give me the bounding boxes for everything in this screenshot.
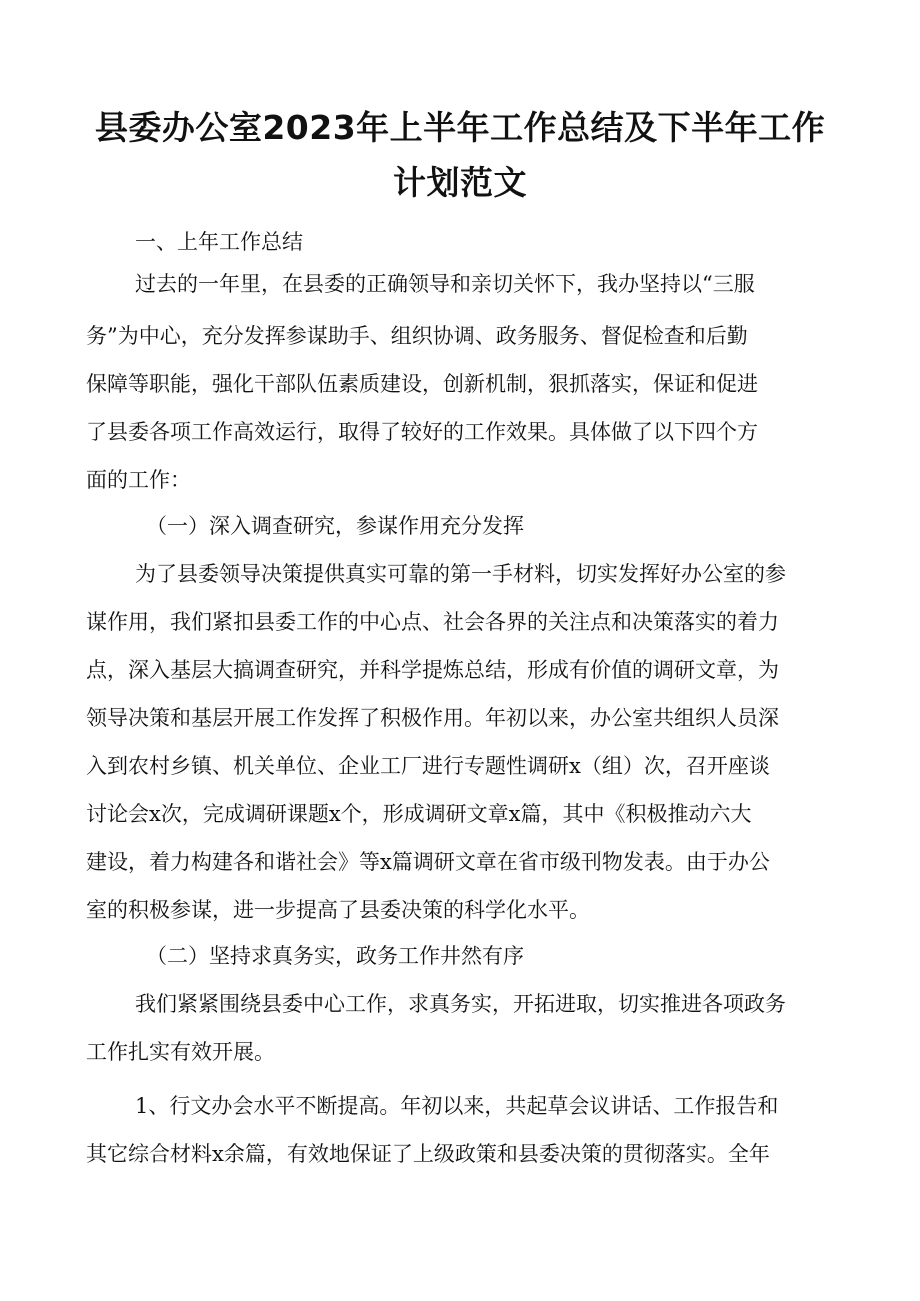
subsection-heading-research: （一）深入调查研究，参谋作用充分发挥 [146,514,524,538]
paragraph-line: 谋作用，我们紧扣县委工作的中心点、社会各界的关注点和决策落实的着力 [86,610,779,634]
paragraph-line: 领导决策和基层开展工作发挥了积极作用。年初以来，办公室共组织人员深 [86,706,779,730]
paragraph-line: 了县委各项工作高效运行，取得了较好的工作效果。具体做了以下四个方 [86,420,758,444]
section-heading-summary: 一、上年工作总结 [135,230,303,254]
paragraph-line: 保障等职能，强化干部队伍素质建设，创新机制，狠抓落实，保证和促进 [86,372,758,396]
paragraph-line: 务”为中心，充分发挥参谋助手、组织协调、政务服务、督促检查和后勤 [86,324,748,348]
document-title: 县委办公室2023年上半年工作总结及下半年工作计划范文 [94,108,826,202]
subsection-heading-government-affairs: （二）坚持求真务实，政务工作井然有序 [146,944,524,968]
paragraph-line: 过去的一年里，在县委的正确领导和亲切关怀下，我办坚持以“三服 [135,272,755,296]
paragraph-line: 1、行文办会水平不断提高。年初以来，共起草会议讲话、工作报告和 [135,1094,779,1118]
paragraph-line: 面的工作： [86,468,191,492]
paragraph-line: 入到农村乡镇、机关单位、企业工厂进行专题性调研x（组）次，召开座谈 [86,754,770,778]
paragraph-line: 其它综合材料x余篇，有效地保证了上级政策和县委决策的贯彻落实。全年 [86,1142,770,1166]
paragraph-line: 讨论会x次，完成调研课题x个，形成调研文章x篇，其中《积极推动六大 [86,802,752,826]
paragraph-line: 为了县委领导决策提供真实可靠的第一手材料，切实发挥好办公室的参 [135,562,786,586]
paragraph-line: 建设，着力构建各和谐社会》等x篇调研文章在省市级刊物发表。由于办公 [86,850,770,874]
paragraph-line: 点，深入基层大搞调查研究，并科学提炼总结，形成有价值的调研文章，为 [86,658,779,682]
paragraph-line: 我们紧紧围绕县委中心工作，求真务实，开拓进取，切实推进各项政务 [135,992,786,1016]
paragraph-line: 工作扎实有效开展。 [86,1040,275,1064]
paragraph-line: 室的积极参谋，进一步提高了县委决策的科学化水平。 [86,898,590,922]
